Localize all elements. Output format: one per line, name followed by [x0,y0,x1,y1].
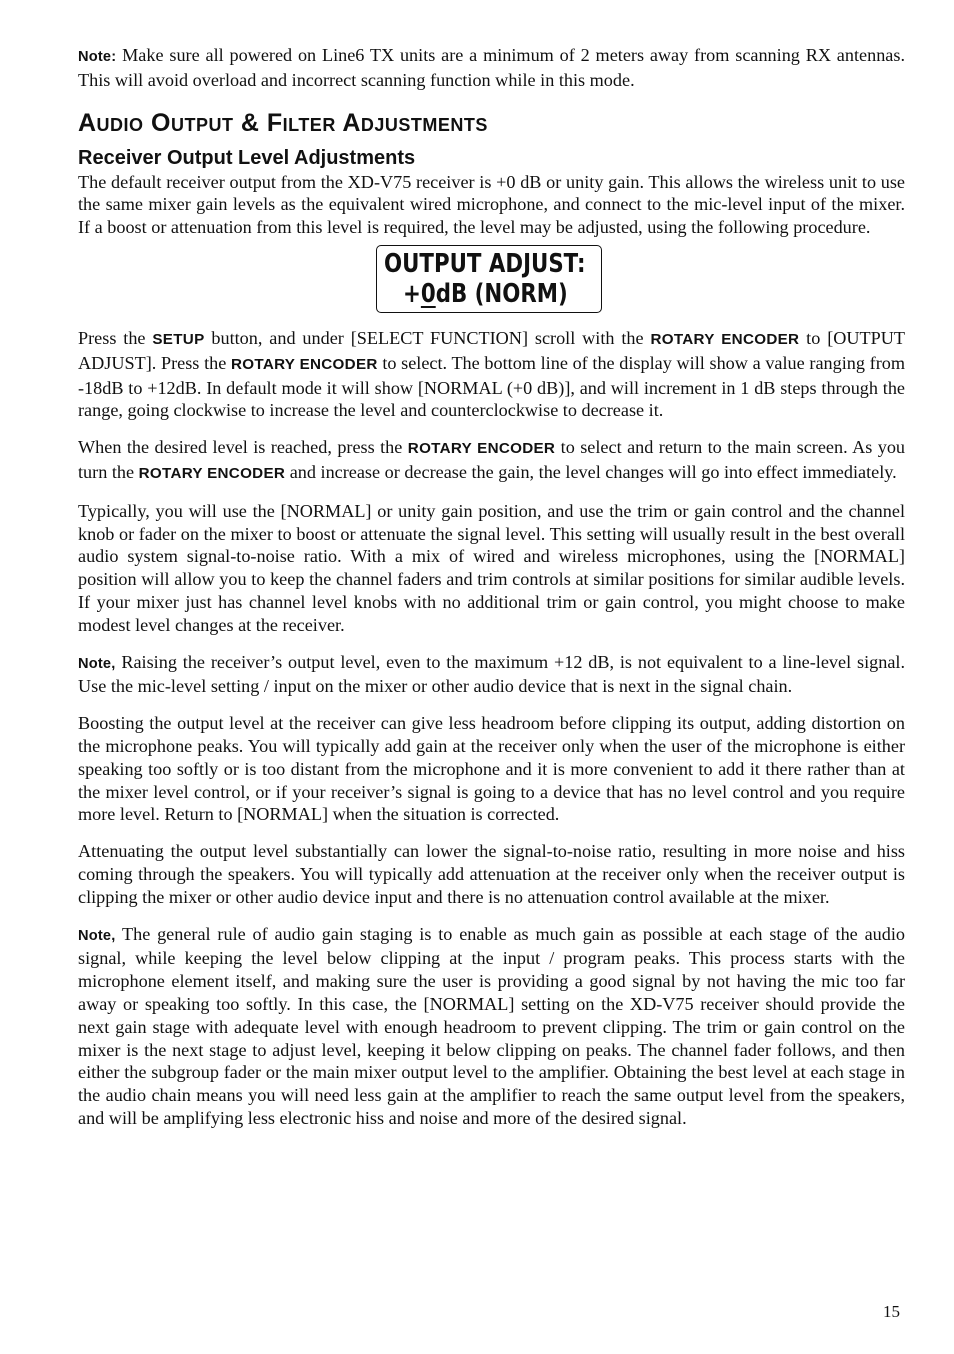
typically-paragraph: Typically, you will use the [NORMAL] or unity gain position, and use the trim or gain control and the channel knob or fader on the mixer to boost or attenuate the signal level. This setting will usually result in the best overall audio system signal-to-noise ratio. With a mix of wired and wireless microphones, using the [NORMAL] position will allow you to keep the channel faders and trim controls at similar positions for similar audible levels. If your mixer just has channel level knobs with no additional trim or gain control, you might choose to make modest level changes at the receiver. [78,500,905,635]
note-label: Note, [78,927,116,944]
line-level-note [78,651,905,699]
rotary-encoder-label: ROTARY ENCODER [230,355,378,373]
rotary-encoder-label: ROTARY ENCODER [407,440,556,458]
text-run: to select and return to the main screen. As you turn the [78,437,906,482]
note-text: Raising the receiver’s output level, even to the maximum +12 dB, is not equivalent to a line-level signal. Use the mic-level setting / input on the mixer or other audio device that is next in the signal chain. [78,651,905,697]
section-title: Audio Output & Filter Adjustments [78,108,488,137]
lcd-display [376,245,602,313]
press-setup-paragraph [78,327,905,422]
page-number: 15 [883,1302,900,1321]
text-run: When the desired level is reached, press the [78,437,408,458]
intro-paragraph: The default receiver output from the XD-V75 receiver is +0 dB or unity gain. This allows the wireless unit to use the same mixer gain levels as the equivalent wired microphone, and connect to the mic-level input of the mixer. If a boost or attenuation from this level is required, the level may be adjusted, using the following procedure. [78,171,905,238]
text-run: and increase or decrease the gain, the level changes will go into effect immediately. [285,461,897,482]
note-label: Note, [78,655,116,672]
lcd-display-figure [78,239,905,327]
scan-note [78,44,905,92]
boosting-paragraph: Boosting the output level at the receiver can give less headroom before clipping its output, adding distortion on the microphone peaks. You will typically add gain at the receiver only when the user of the microphone is either speaking too softly or is too distant from the microphone and it is more convenient to add it there rather than at the mixer level control, or if your receiver’s signal is going to a device that has no level control and you require more level. Return to [NORMAL] when the situation is corrected. [78,713,905,825]
rotary-encoder-label: ROTARY ENCODER [650,330,800,348]
text-run: Press the [78,327,153,348]
lcd-value-sign: + [403,278,421,309]
note-text: Make sure all powered on Line6 TX units are a minimum of 2 meters away from scanning RX antennas. This will avoid overload and incorrect scanning function while in this mode. [78,45,905,90]
text-run: to [OUTPUT ADJUST]. Press the [78,327,905,373]
lcd-cursor-digit: 0 [420,278,436,309]
attenuating-paragraph: Attenuating the output level substantially can lower the signal-to-noise ratio, resulting in more noise and hiss coming through the speakers. You will typically add attenuation at the receiver only when the receiver output is clipping the mixer or other audio device input and there is no attenuation control available at the mixer. [78,841,905,907]
rotary-encoder-label: ROTARY ENCODER [138,464,286,482]
setup-key-label: SETUP [152,330,205,348]
lcd-value-suffix: dB (NORM) [435,278,568,309]
text-run: button, and under [SELECT FUNCTION] scroll with the [204,327,651,348]
note-text: The general rule of audio gain staging is to enable as much gain as possible at each stage of the audio signal, while keeping the level below clipping at the input / program peaks. This process starts with the microphone element itself, and making sure the user is providing a good signal by not having the mic too far away or speaking too softly. In this case, the [NORMAL] setting on the XD-V75 receiver should provide the next gain stage with adequate level with enough headroom to prevent clipping. The trim or gain control on the mixer is the next stage to adjust level, keeping it below clipping on peaks. The channel fader follows, and then either the subgroup fader or the main mixer output level to the amplifier. Obtaining the best level at each stage in the audio chain means you will need less gain at the amplifier to reach the same output level from the speakers, and will be amplifying less electronic hiss and noise and more of the desired signal. [78,923,905,1128]
subsection-title: Receiver Output Level Adjustments [78,146,416,169]
manual-page [78,44,905,1130]
text-run: to select. The bottom line of the display will show a value ranging from -18dB to +12dB. In default mode it will show [NORMAL (+0 dB)], and will increment in 1 dB steps through the range, going clockwise to increase the level and counterclockwise to decrease it. [78,352,905,421]
gain-staging-note [78,923,905,1130]
note-label: Note: [78,49,117,65]
lcd-line-2 [403,279,568,309]
lcd-line-1: OUTPUT ADJUST: [384,248,586,279]
when-level-paragraph [78,436,905,486]
